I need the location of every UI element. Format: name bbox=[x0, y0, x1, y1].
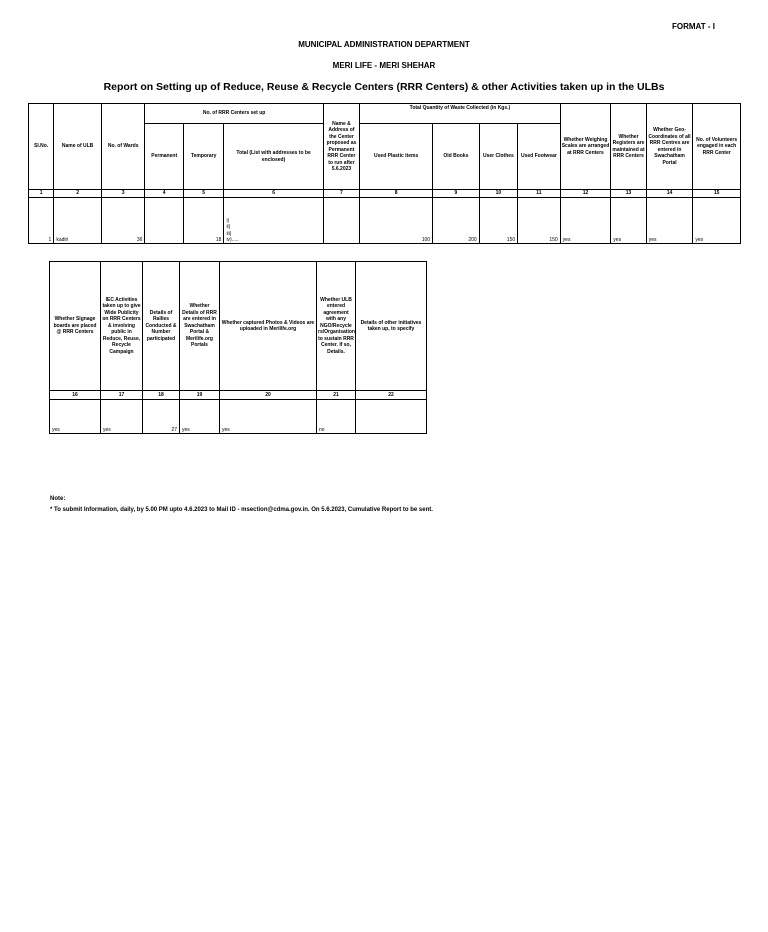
col-number: 13 bbox=[611, 190, 646, 198]
cell-rallies: 27 bbox=[143, 400, 180, 434]
header-signage: Whether Signage boards are placed @ RRR Centers bbox=[50, 262, 101, 391]
col-number: 16 bbox=[50, 391, 101, 400]
cell-footwear: 150 bbox=[518, 198, 561, 244]
cell-registers: yes bbox=[611, 198, 646, 244]
total-list-item: iii) bbox=[226, 230, 232, 237]
header-rallies: Details of Rallies Conducted & Number participated bbox=[143, 262, 180, 391]
cell-books: 200 bbox=[433, 198, 480, 244]
cell-volunteers: yes bbox=[693, 198, 741, 244]
col-number: 9 bbox=[433, 190, 480, 198]
col-number: 1 bbox=[29, 190, 54, 198]
rrr-report-table bbox=[28, 103, 741, 244]
col-number: 19 bbox=[180, 391, 220, 400]
col-number: 8 bbox=[360, 190, 433, 198]
col-number: 7 bbox=[323, 190, 359, 198]
col-number: 12 bbox=[560, 190, 611, 198]
header-scales: Whether Weighing Scales are arranged at RRR Centers bbox=[560, 104, 611, 190]
col-number: 18 bbox=[143, 391, 180, 400]
header-wards: No. of Wards bbox=[101, 104, 145, 190]
cell-geo: yes bbox=[646, 198, 693, 244]
col-number: 5 bbox=[183, 190, 224, 198]
col-number: 6 bbox=[224, 190, 323, 198]
header-other: Details of other initiatives taken up, to specify bbox=[356, 262, 427, 391]
header-iec: IEC Activities taken up to give Wide Publicity on RRR Centers & involving public in Reduce, Reuse, Recycle Campaign bbox=[101, 262, 143, 391]
cell-wards: 36 bbox=[101, 198, 145, 244]
department-heading: MUNICIPAL ADMINISTRATION DEPARTMENT bbox=[298, 40, 470, 49]
header-volunteers: No. of Volunteers engaged in each RRR Center bbox=[693, 104, 741, 190]
header-rrr-details: Whether Details of RRR are entered in Swachatham Portal & Merilife.org Portals bbox=[180, 262, 220, 391]
col-number: 10 bbox=[479, 190, 517, 198]
total-list-item: ii) bbox=[226, 224, 231, 231]
total-list-item: iv)..... bbox=[226, 236, 239, 243]
header-temporary: Temporary bbox=[183, 124, 224, 190]
cell-plastic: 100 bbox=[360, 198, 433, 244]
col-number: 21 bbox=[317, 391, 356, 400]
header-ulb: Name of ULB bbox=[54, 104, 102, 190]
cell-sl: 1 bbox=[29, 198, 54, 244]
col-number: 4 bbox=[145, 190, 183, 198]
cell-agreement: no bbox=[317, 400, 356, 434]
header-permanent: Permanent bbox=[145, 124, 183, 190]
header-name-address: Name & Address of the Center proposed as Permanent RRR Center to run after 5.6.2023 bbox=[323, 104, 359, 190]
cell-name-address bbox=[323, 198, 359, 244]
cell-iec: yes bbox=[101, 400, 143, 434]
cell-ulb: kadiri bbox=[54, 198, 102, 244]
rrr-activities-table bbox=[49, 261, 427, 434]
col-number: 14 bbox=[646, 190, 693, 198]
header-total: Total (List with addresses to be enclosed) bbox=[224, 124, 323, 190]
total-list-item: i) bbox=[226, 218, 230, 224]
header-clothes: User Clothes bbox=[479, 124, 517, 190]
cell-scales: yes bbox=[560, 198, 611, 244]
cell-signage: yes bbox=[50, 400, 101, 434]
header-sl: Sl.No. bbox=[29, 104, 54, 190]
header-plastic: Used Plastic items bbox=[360, 124, 433, 190]
header-agreement: Whether ULB entered agreement with any NGO/Recycle rs/Organisation to sustain RRR Center. If so, Details. bbox=[317, 262, 356, 391]
header-footwear: Used Footwear bbox=[518, 124, 561, 190]
col-number: 2 bbox=[54, 190, 102, 198]
cell-total-list bbox=[224, 198, 323, 244]
header-photos: Whether captured Photos & Videos are uploaded in Merilife.org bbox=[220, 262, 317, 391]
cell-photos: yes bbox=[220, 400, 317, 434]
header-waste-group: Total Quantity of Waste Collected (in Kgs.) bbox=[360, 104, 561, 124]
col-number: 20 bbox=[220, 391, 317, 400]
header-rrr-group: No. of RRR Centers set up bbox=[145, 104, 323, 124]
format-label: FORMAT - I bbox=[672, 22, 715, 31]
report-title: Report on Setting up of Reduce, Reuse & Recycle Centers (RRR Centers) & other Activities taken up in the ULBs bbox=[103, 81, 665, 93]
cell-other bbox=[356, 400, 427, 434]
col-number: 17 bbox=[101, 391, 143, 400]
col-number: 22 bbox=[356, 391, 427, 400]
cell-clothes: 150 bbox=[479, 198, 517, 244]
note-text: * To submit Information, daily, by 5.00 PM upto 4.6.2023 to Mail ID - msection@cdma.gov.in. On 5.6.2023, Cumulative Report to be sent. bbox=[50, 507, 433, 513]
col-number: 11 bbox=[518, 190, 561, 198]
header-books: Old Books bbox=[433, 124, 480, 190]
header-geo: Whether Geo-Coordinates of all RRR Centres are entered in Swachatham Portal bbox=[646, 104, 693, 190]
slogan-heading: MERI LIFE - MERI SHEHAR bbox=[332, 61, 436, 70]
cell-permanent bbox=[145, 198, 183, 244]
cell-rrr-details: yes bbox=[180, 400, 220, 434]
col-number: 3 bbox=[101, 190, 145, 198]
col-number: 15 bbox=[693, 190, 741, 198]
cell-temporary: 18 bbox=[183, 198, 224, 244]
note-label: Note: bbox=[50, 496, 66, 502]
header-registers: Whether Registers are maintained at RRR Centers bbox=[611, 104, 646, 190]
